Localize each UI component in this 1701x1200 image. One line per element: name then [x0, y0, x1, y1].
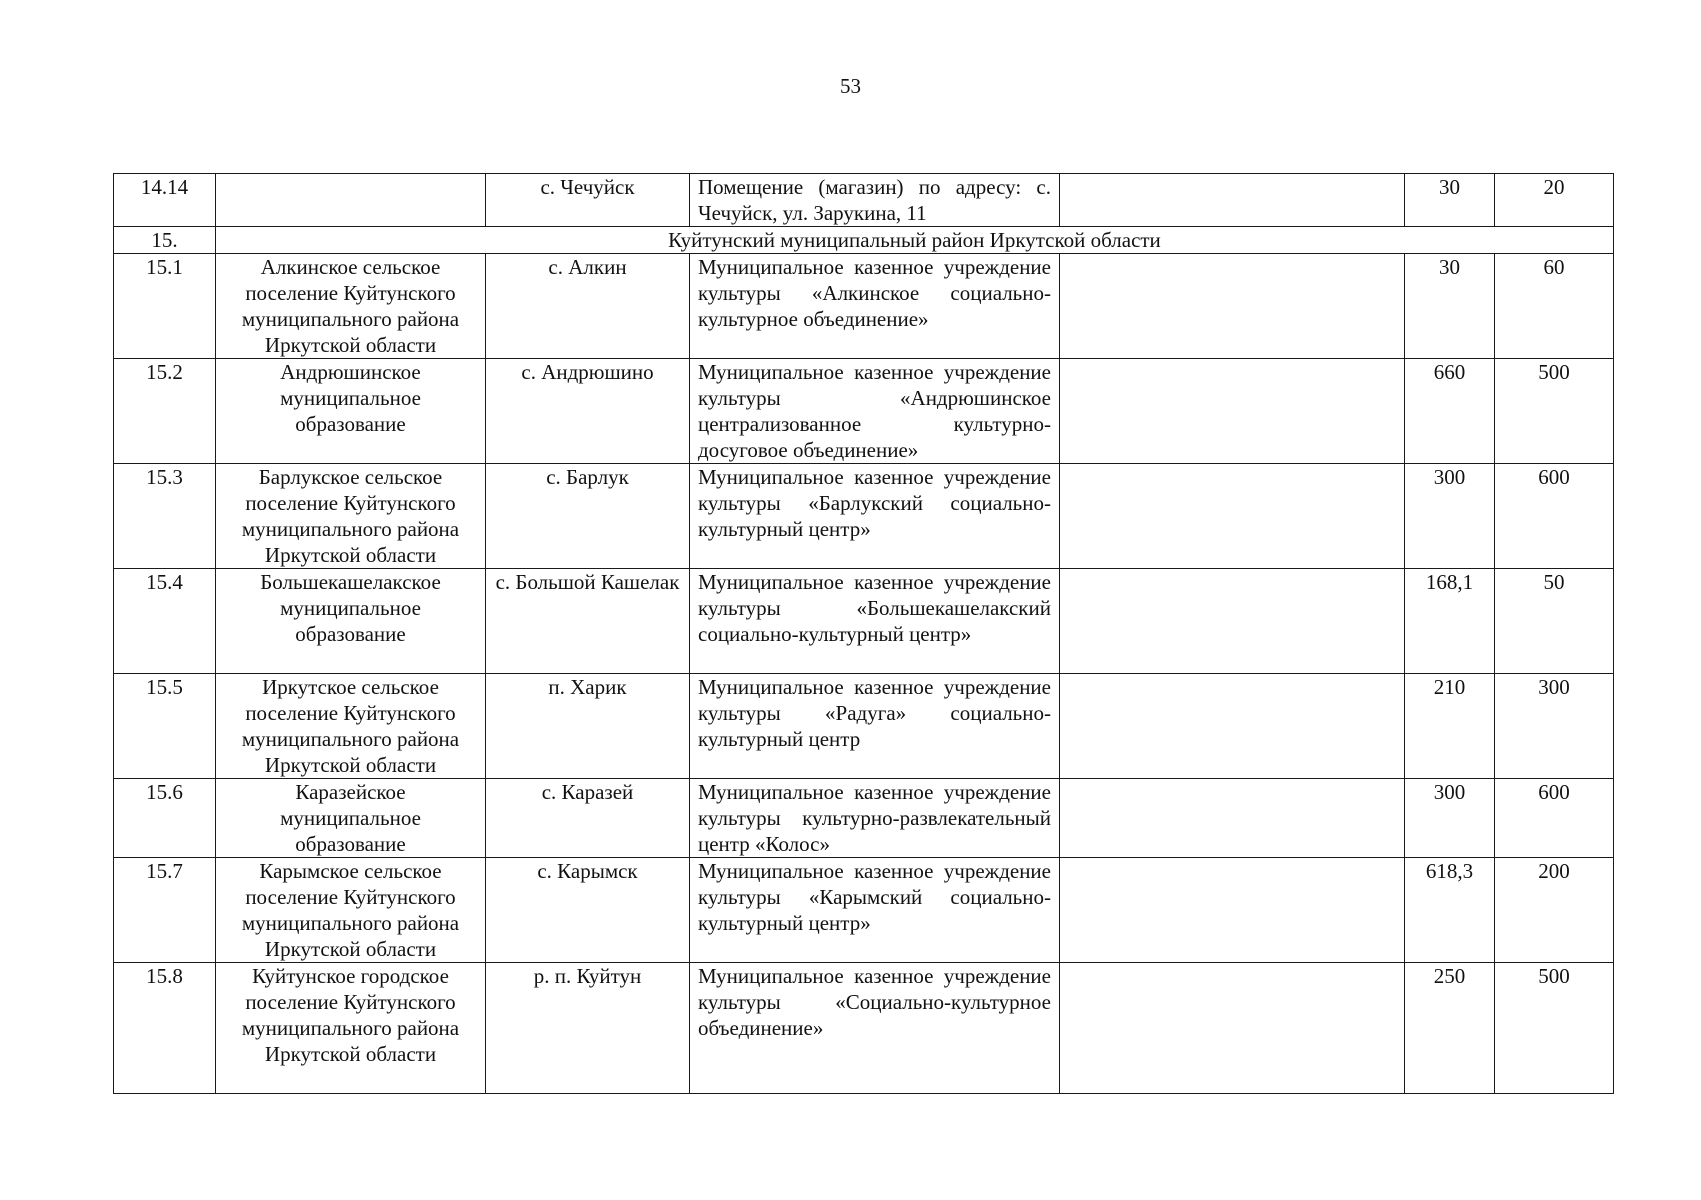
- object-cell: Муниципальное казенное учреждение культуры культурно-развлекательный центр «Колос»: [690, 779, 1060, 858]
- location-cell: с. Большой Кашелак: [486, 569, 690, 674]
- value1-cell: 250: [1405, 963, 1495, 1094]
- municipality-cell: Каразейское муниципальное образование: [216, 779, 486, 858]
- extra-cell: [1060, 569, 1405, 674]
- table-row: [114, 569, 1614, 674]
- table-row: [114, 779, 1614, 858]
- row-number: 15.1: [114, 254, 216, 359]
- object-cell: Муниципальное казенное учреждение культуры «Радуга» социально-культурный центр: [690, 674, 1060, 779]
- table-row: [114, 254, 1614, 359]
- municipality-cell: Иркутское сельское поселение Куйтунского муниципального района Иркутской области: [216, 674, 486, 779]
- location-cell: с. Алкин: [486, 254, 690, 359]
- municipality-cell: [216, 174, 486, 227]
- row-number: 14.14: [114, 174, 216, 227]
- value2-cell: 300: [1495, 674, 1614, 779]
- value2-cell: 500: [1495, 963, 1614, 1094]
- extra-cell: [1060, 464, 1405, 569]
- table-row: [114, 464, 1614, 569]
- value2-cell: 500: [1495, 359, 1614, 464]
- value2-cell: 200: [1495, 858, 1614, 963]
- row-number: 15.8: [114, 963, 216, 1094]
- value1-cell: 168,1: [1405, 569, 1495, 674]
- location-cell: р. п. Куйтун: [486, 963, 690, 1094]
- value1-cell: 210: [1405, 674, 1495, 779]
- value2-cell: 20: [1495, 174, 1614, 227]
- row-number: 15.7: [114, 858, 216, 963]
- location-cell: п. Харик: [486, 674, 690, 779]
- value2-cell: 50: [1495, 569, 1614, 674]
- document-table: [113, 173, 1614, 1094]
- page-number: 53: [840, 74, 861, 98]
- object-cell: Помещение (магазин) по адресу: с. Чечуйск, ул. Зарукина, 11: [690, 174, 1060, 227]
- table-row: [114, 963, 1614, 1094]
- value1-cell: 300: [1405, 464, 1495, 569]
- object-cell: Муниципальное казенное учреждение культуры «Большекашелакский социально-культурный центр»: [690, 569, 1060, 674]
- object-cell: Муниципальное казенное учреждение культуры «Андрюшинское централизованное культурно-досуговое объединение»: [690, 359, 1060, 464]
- location-cell: с. Чечуйск: [486, 174, 690, 227]
- table-row: [114, 858, 1614, 963]
- municipality-cell: Карымское сельское поселение Куйтунского муниципального района Иркутской области: [216, 858, 486, 963]
- object-cell: Муниципальное казенное учреждение культуры «Алкинское социально-культурное объединение»: [690, 254, 1060, 359]
- value1-cell: 30: [1405, 174, 1495, 227]
- location-cell: с. Каразей: [486, 779, 690, 858]
- municipality-cell: Куйтунское городское поселение Куйтунского муниципального района Иркутской области: [216, 963, 486, 1094]
- location-cell: с. Карымск: [486, 858, 690, 963]
- value2-cell: 600: [1495, 464, 1614, 569]
- value1-cell: 618,3: [1405, 858, 1495, 963]
- value1-cell: 660: [1405, 359, 1495, 464]
- row-number: 15.6: [114, 779, 216, 858]
- municipality-cell: Большекашелакское муниципальное образование: [216, 569, 486, 674]
- extra-cell: [1060, 858, 1405, 963]
- table-row: [114, 359, 1614, 464]
- location-cell: с. Барлук: [486, 464, 690, 569]
- value2-cell: 60: [1495, 254, 1614, 359]
- extra-cell: [1060, 963, 1405, 1094]
- object-cell: Муниципальное казенное учреждение культуры «Барлукский социально-культурный центр»: [690, 464, 1060, 569]
- table-row: [114, 174, 1614, 227]
- extra-cell: [1060, 254, 1405, 359]
- municipality-cell: Барлукское сельское поселение Куйтунского муниципального района Иркутской области: [216, 464, 486, 569]
- municipality-cell: Алкинское сельское поселение Куйтунского муниципального района Иркутской области: [216, 254, 486, 359]
- row-number: 15.3: [114, 464, 216, 569]
- object-cell: Муниципальное казенное учреждение культуры «Социально-культурное объединение»: [690, 963, 1060, 1094]
- location-cell: с. Андрюшино: [486, 359, 690, 464]
- extra-cell: [1060, 359, 1405, 464]
- value1-cell: 30: [1405, 254, 1495, 359]
- row-number: 15.4: [114, 569, 216, 674]
- object-cell: Муниципальное казенное учреждение культуры «Карымский социально-культурный центр»: [690, 858, 1060, 963]
- extra-cell: [1060, 674, 1405, 779]
- row-number: 15.5: [114, 674, 216, 779]
- value1-cell: 300: [1405, 779, 1495, 858]
- section-row: [114, 227, 1614, 254]
- table-row: [114, 674, 1614, 779]
- extra-cell: [1060, 174, 1405, 227]
- extra-cell: [1060, 779, 1405, 858]
- value2-cell: 600: [1495, 779, 1614, 858]
- section-title: Куйтунский муниципальный район Иркутской области: [216, 227, 1614, 254]
- section-number: 15.: [114, 227, 216, 254]
- row-number: 15.2: [114, 359, 216, 464]
- municipality-cell: Андрюшинское муниципальное образование: [216, 359, 486, 464]
